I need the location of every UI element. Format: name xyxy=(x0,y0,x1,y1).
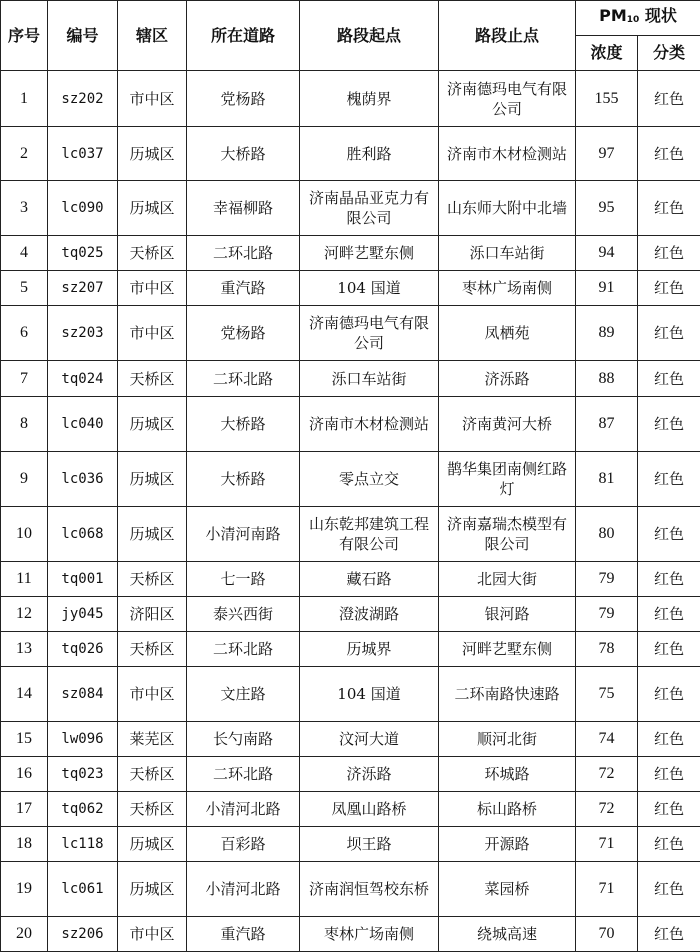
cell-code: tq026 xyxy=(48,632,118,667)
cell-category: 红色 xyxy=(638,507,700,562)
cell-pm10-value: 74 xyxy=(576,722,638,757)
cell-district: 济阳区 xyxy=(118,597,187,632)
cell-code: lc061 xyxy=(48,862,118,917)
cell-district: 天桥区 xyxy=(118,236,187,271)
cell-district: 天桥区 xyxy=(118,632,187,667)
cell-code: lc037 xyxy=(48,127,118,181)
table-row xyxy=(1,236,700,271)
cell-road: 大桥路 xyxy=(187,127,300,181)
cell-start: 槐荫界 xyxy=(300,71,439,127)
cell-end: 济南市木材检测站 xyxy=(439,127,576,181)
cell-seq: 15 xyxy=(1,722,48,757)
cell-end: 济南德玛电气有限公司 xyxy=(439,71,576,127)
cell-seq: 2 xyxy=(1,127,48,181)
cell-district: 市中区 xyxy=(118,71,187,127)
cell-start: 坝王路 xyxy=(300,827,439,862)
cell-category: 红色 xyxy=(638,917,700,952)
cell-district: 市中区 xyxy=(118,667,187,722)
cell-code: lc118 xyxy=(48,827,118,862)
cell-category: 红色 xyxy=(638,827,700,862)
cell-road: 大桥路 xyxy=(187,452,300,507)
cell-district: 历城区 xyxy=(118,507,187,562)
cell-road: 小清河南路 xyxy=(187,507,300,562)
cell-start: 汶河大道 xyxy=(300,722,439,757)
cell-road: 重汽路 xyxy=(187,917,300,952)
header-end: 路段止点 xyxy=(439,1,576,71)
cell-category: 红色 xyxy=(638,452,700,507)
cell-category: 红色 xyxy=(638,271,700,306)
cell-end: 绕城高速 xyxy=(439,917,576,952)
cell-district: 莱芜区 xyxy=(118,722,187,757)
cell-category: 红色 xyxy=(638,757,700,792)
cell-end: 河畔艺墅东侧 xyxy=(439,632,576,667)
cell-code: lc040 xyxy=(48,397,118,452)
cell-start: 济南润恒驾校东桥 xyxy=(300,862,439,917)
cell-district: 市中区 xyxy=(118,271,187,306)
header-concentration: 浓度 xyxy=(576,36,638,71)
cell-district: 历城区 xyxy=(118,397,187,452)
table-row xyxy=(1,667,700,722)
cell-district: 市中区 xyxy=(118,917,187,952)
table-row xyxy=(1,917,700,952)
cell-end: 济南黄河大桥 xyxy=(439,397,576,452)
cell-end: 山东师大附中北墙 xyxy=(439,181,576,236)
cell-code: sz202 xyxy=(48,71,118,127)
table-row xyxy=(1,507,700,562)
cell-start: 山东乾邦建筑工程有限公司 xyxy=(300,507,439,562)
cell-code: sz203 xyxy=(48,306,118,361)
cell-pm10-value: 78 xyxy=(576,632,638,667)
cell-code: tq023 xyxy=(48,757,118,792)
cell-district: 天桥区 xyxy=(118,757,187,792)
cell-category: 红色 xyxy=(638,236,700,271)
cell-road: 二环北路 xyxy=(187,757,300,792)
cell-road: 七一路 xyxy=(187,562,300,597)
cell-code: tq024 xyxy=(48,361,118,397)
cell-start: 济南晶品亚克力有限公司 xyxy=(300,181,439,236)
cell-pm10-value: 94 xyxy=(576,236,638,271)
cell-end: 银河路 xyxy=(439,597,576,632)
cell-seq: 11 xyxy=(1,562,48,597)
cell-pm10-value: 79 xyxy=(576,597,638,632)
cell-category: 红色 xyxy=(638,397,700,452)
cell-road: 党杨路 xyxy=(187,306,300,361)
cell-end: 枣林广场南侧 xyxy=(439,271,576,306)
cell-end: 菜园桥 xyxy=(439,862,576,917)
cell-start: 河畔艺墅东侧 xyxy=(300,236,439,271)
cell-category: 红色 xyxy=(638,127,700,181)
cell-end: 环城路 xyxy=(439,757,576,792)
cell-road: 小清河北路 xyxy=(187,862,300,917)
cell-start: 枣林广场南侧 xyxy=(300,917,439,952)
cell-pm10-value: 79 xyxy=(576,562,638,597)
cell-end: 开源路 xyxy=(439,827,576,862)
cell-end: 顺河北街 xyxy=(439,722,576,757)
cell-district: 天桥区 xyxy=(118,562,187,597)
cell-seq: 13 xyxy=(1,632,48,667)
cell-seq: 12 xyxy=(1,597,48,632)
header-district: 辖区 xyxy=(118,1,187,71)
cell-pm10-value: 80 xyxy=(576,507,638,562)
cell-road: 大桥路 xyxy=(187,397,300,452)
cell-code: lw096 xyxy=(48,722,118,757)
header-road: 所在道路 xyxy=(187,1,300,71)
cell-code: jy045 xyxy=(48,597,118,632)
cell-category: 红色 xyxy=(638,361,700,397)
cell-pm10-value: 91 xyxy=(576,271,638,306)
cell-code: lc090 xyxy=(48,181,118,236)
cell-road: 小清河北路 xyxy=(187,792,300,827)
header-category: 分类 xyxy=(638,36,700,71)
cell-road: 二环北路 xyxy=(187,361,300,397)
cell-start: 104 国道 xyxy=(300,667,439,722)
cell-pm10-value: 87 xyxy=(576,397,638,452)
cell-start: 济南市木材检测站 xyxy=(300,397,439,452)
cell-seq: 17 xyxy=(1,792,48,827)
cell-code: sz084 xyxy=(48,667,118,722)
cell-district: 历城区 xyxy=(118,181,187,236)
cell-pm10-value: 70 xyxy=(576,917,638,952)
cell-code: lc068 xyxy=(48,507,118,562)
cell-road: 二环北路 xyxy=(187,632,300,667)
cell-start: 104 国道 xyxy=(300,271,439,306)
table-row xyxy=(1,306,700,361)
cell-start: 济南德玛电气有限公司 xyxy=(300,306,439,361)
cell-pm10-value: 97 xyxy=(576,127,638,181)
cell-category: 红色 xyxy=(638,667,700,722)
cell-start: 胜利路 xyxy=(300,127,439,181)
cell-category: 红色 xyxy=(638,792,700,827)
cell-seq: 7 xyxy=(1,361,48,397)
cell-seq: 16 xyxy=(1,757,48,792)
cell-end: 鹊华集团南侧红路灯 xyxy=(439,452,576,507)
cell-code: tq001 xyxy=(48,562,118,597)
cell-end: 泺口车站街 xyxy=(439,236,576,271)
cell-pm10-value: 155 xyxy=(576,71,638,127)
cell-category: 红色 xyxy=(638,181,700,236)
cell-district: 天桥区 xyxy=(118,361,187,397)
cell-seq: 18 xyxy=(1,827,48,862)
cell-road: 长勺南路 xyxy=(187,722,300,757)
cell-category: 红色 xyxy=(638,722,700,757)
table-row xyxy=(1,562,700,597)
cell-code: sz207 xyxy=(48,271,118,306)
cell-road: 百彩路 xyxy=(187,827,300,862)
cell-pm10-value: 88 xyxy=(576,361,638,397)
cell-seq: 8 xyxy=(1,397,48,452)
table-row xyxy=(1,792,700,827)
cell-pm10-value: 71 xyxy=(576,862,638,917)
header-row-top xyxy=(1,1,700,36)
table-row xyxy=(1,452,700,507)
cell-start: 零点立交 xyxy=(300,452,439,507)
cell-end: 济南嘉瑞杰模型有限公司 xyxy=(439,507,576,562)
cell-seq: 20 xyxy=(1,917,48,952)
cell-district: 历城区 xyxy=(118,827,187,862)
cell-start: 历城界 xyxy=(300,632,439,667)
cell-start: 泺口车站街 xyxy=(300,361,439,397)
table-row xyxy=(1,632,700,667)
cell-road: 泰兴西街 xyxy=(187,597,300,632)
table-row xyxy=(1,597,700,632)
cell-category: 红色 xyxy=(638,71,700,127)
cell-code: sz206 xyxy=(48,917,118,952)
header-code: 编号 xyxy=(48,1,118,71)
header-seq: 序号 xyxy=(1,1,48,71)
cell-road: 文庄路 xyxy=(187,667,300,722)
header-start: 路段起点 xyxy=(300,1,439,71)
table-row xyxy=(1,127,700,181)
header-pm10-status xyxy=(576,1,700,36)
cell-district: 市中区 xyxy=(118,306,187,361)
cell-category: 红色 xyxy=(638,862,700,917)
header-pm-suffix: 现状 xyxy=(639,6,677,25)
cell-district: 天桥区 xyxy=(118,792,187,827)
cell-start: 凤凰山路桥 xyxy=(300,792,439,827)
table-row xyxy=(1,862,700,917)
cell-road: 二环北路 xyxy=(187,236,300,271)
cell-code: lc036 xyxy=(48,452,118,507)
table-row xyxy=(1,757,700,792)
cell-district: 历城区 xyxy=(118,452,187,507)
cell-pm10-value: 72 xyxy=(576,792,638,827)
table-row xyxy=(1,397,700,452)
cell-pm10-value: 75 xyxy=(576,667,638,722)
cell-start: 济泺路 xyxy=(300,757,439,792)
cell-start: 藏石路 xyxy=(300,562,439,597)
cell-start: 澄波湖路 xyxy=(300,597,439,632)
cell-road: 重汽路 xyxy=(187,271,300,306)
cell-seq: 1 xyxy=(1,71,48,127)
cell-pm10-value: 89 xyxy=(576,306,638,361)
cell-district: 历城区 xyxy=(118,127,187,181)
cell-pm10-value: 81 xyxy=(576,452,638,507)
cell-pm10-value: 71 xyxy=(576,827,638,862)
cell-seq: 5 xyxy=(1,271,48,306)
cell-end: 济泺路 xyxy=(439,361,576,397)
table-row xyxy=(1,271,700,306)
cell-category: 红色 xyxy=(638,306,700,361)
cell-road: 党杨路 xyxy=(187,71,300,127)
cell-pm10-value: 95 xyxy=(576,181,638,236)
cell-seq: 19 xyxy=(1,862,48,917)
cell-seq: 4 xyxy=(1,236,48,271)
table-row xyxy=(1,722,700,757)
cell-end: 凤栖苑 xyxy=(439,306,576,361)
cell-end: 北园大街 xyxy=(439,562,576,597)
table-row xyxy=(1,71,700,127)
table-row xyxy=(1,827,700,862)
header-pm-sub: 10 xyxy=(627,15,640,25)
cell-seq: 9 xyxy=(1,452,48,507)
cell-district: 历城区 xyxy=(118,862,187,917)
cell-category: 红色 xyxy=(638,562,700,597)
cell-seq: 14 xyxy=(1,667,48,722)
cell-road: 幸福柳路 xyxy=(187,181,300,236)
cell-end: 标山路桥 xyxy=(439,792,576,827)
cell-category: 红色 xyxy=(638,597,700,632)
cell-code: tq062 xyxy=(48,792,118,827)
table-body xyxy=(1,71,700,952)
cell-pm10-value: 72 xyxy=(576,757,638,792)
table-row xyxy=(1,361,700,397)
cell-seq: 3 xyxy=(1,181,48,236)
cell-seq: 10 xyxy=(1,507,48,562)
table-row xyxy=(1,181,700,236)
cell-end: 二环南路快速路 xyxy=(439,667,576,722)
cell-code: tq025 xyxy=(48,236,118,271)
header-pm-prefix: PM xyxy=(599,6,627,25)
cell-seq: 6 xyxy=(1,306,48,361)
cell-category: 红色 xyxy=(638,632,700,667)
